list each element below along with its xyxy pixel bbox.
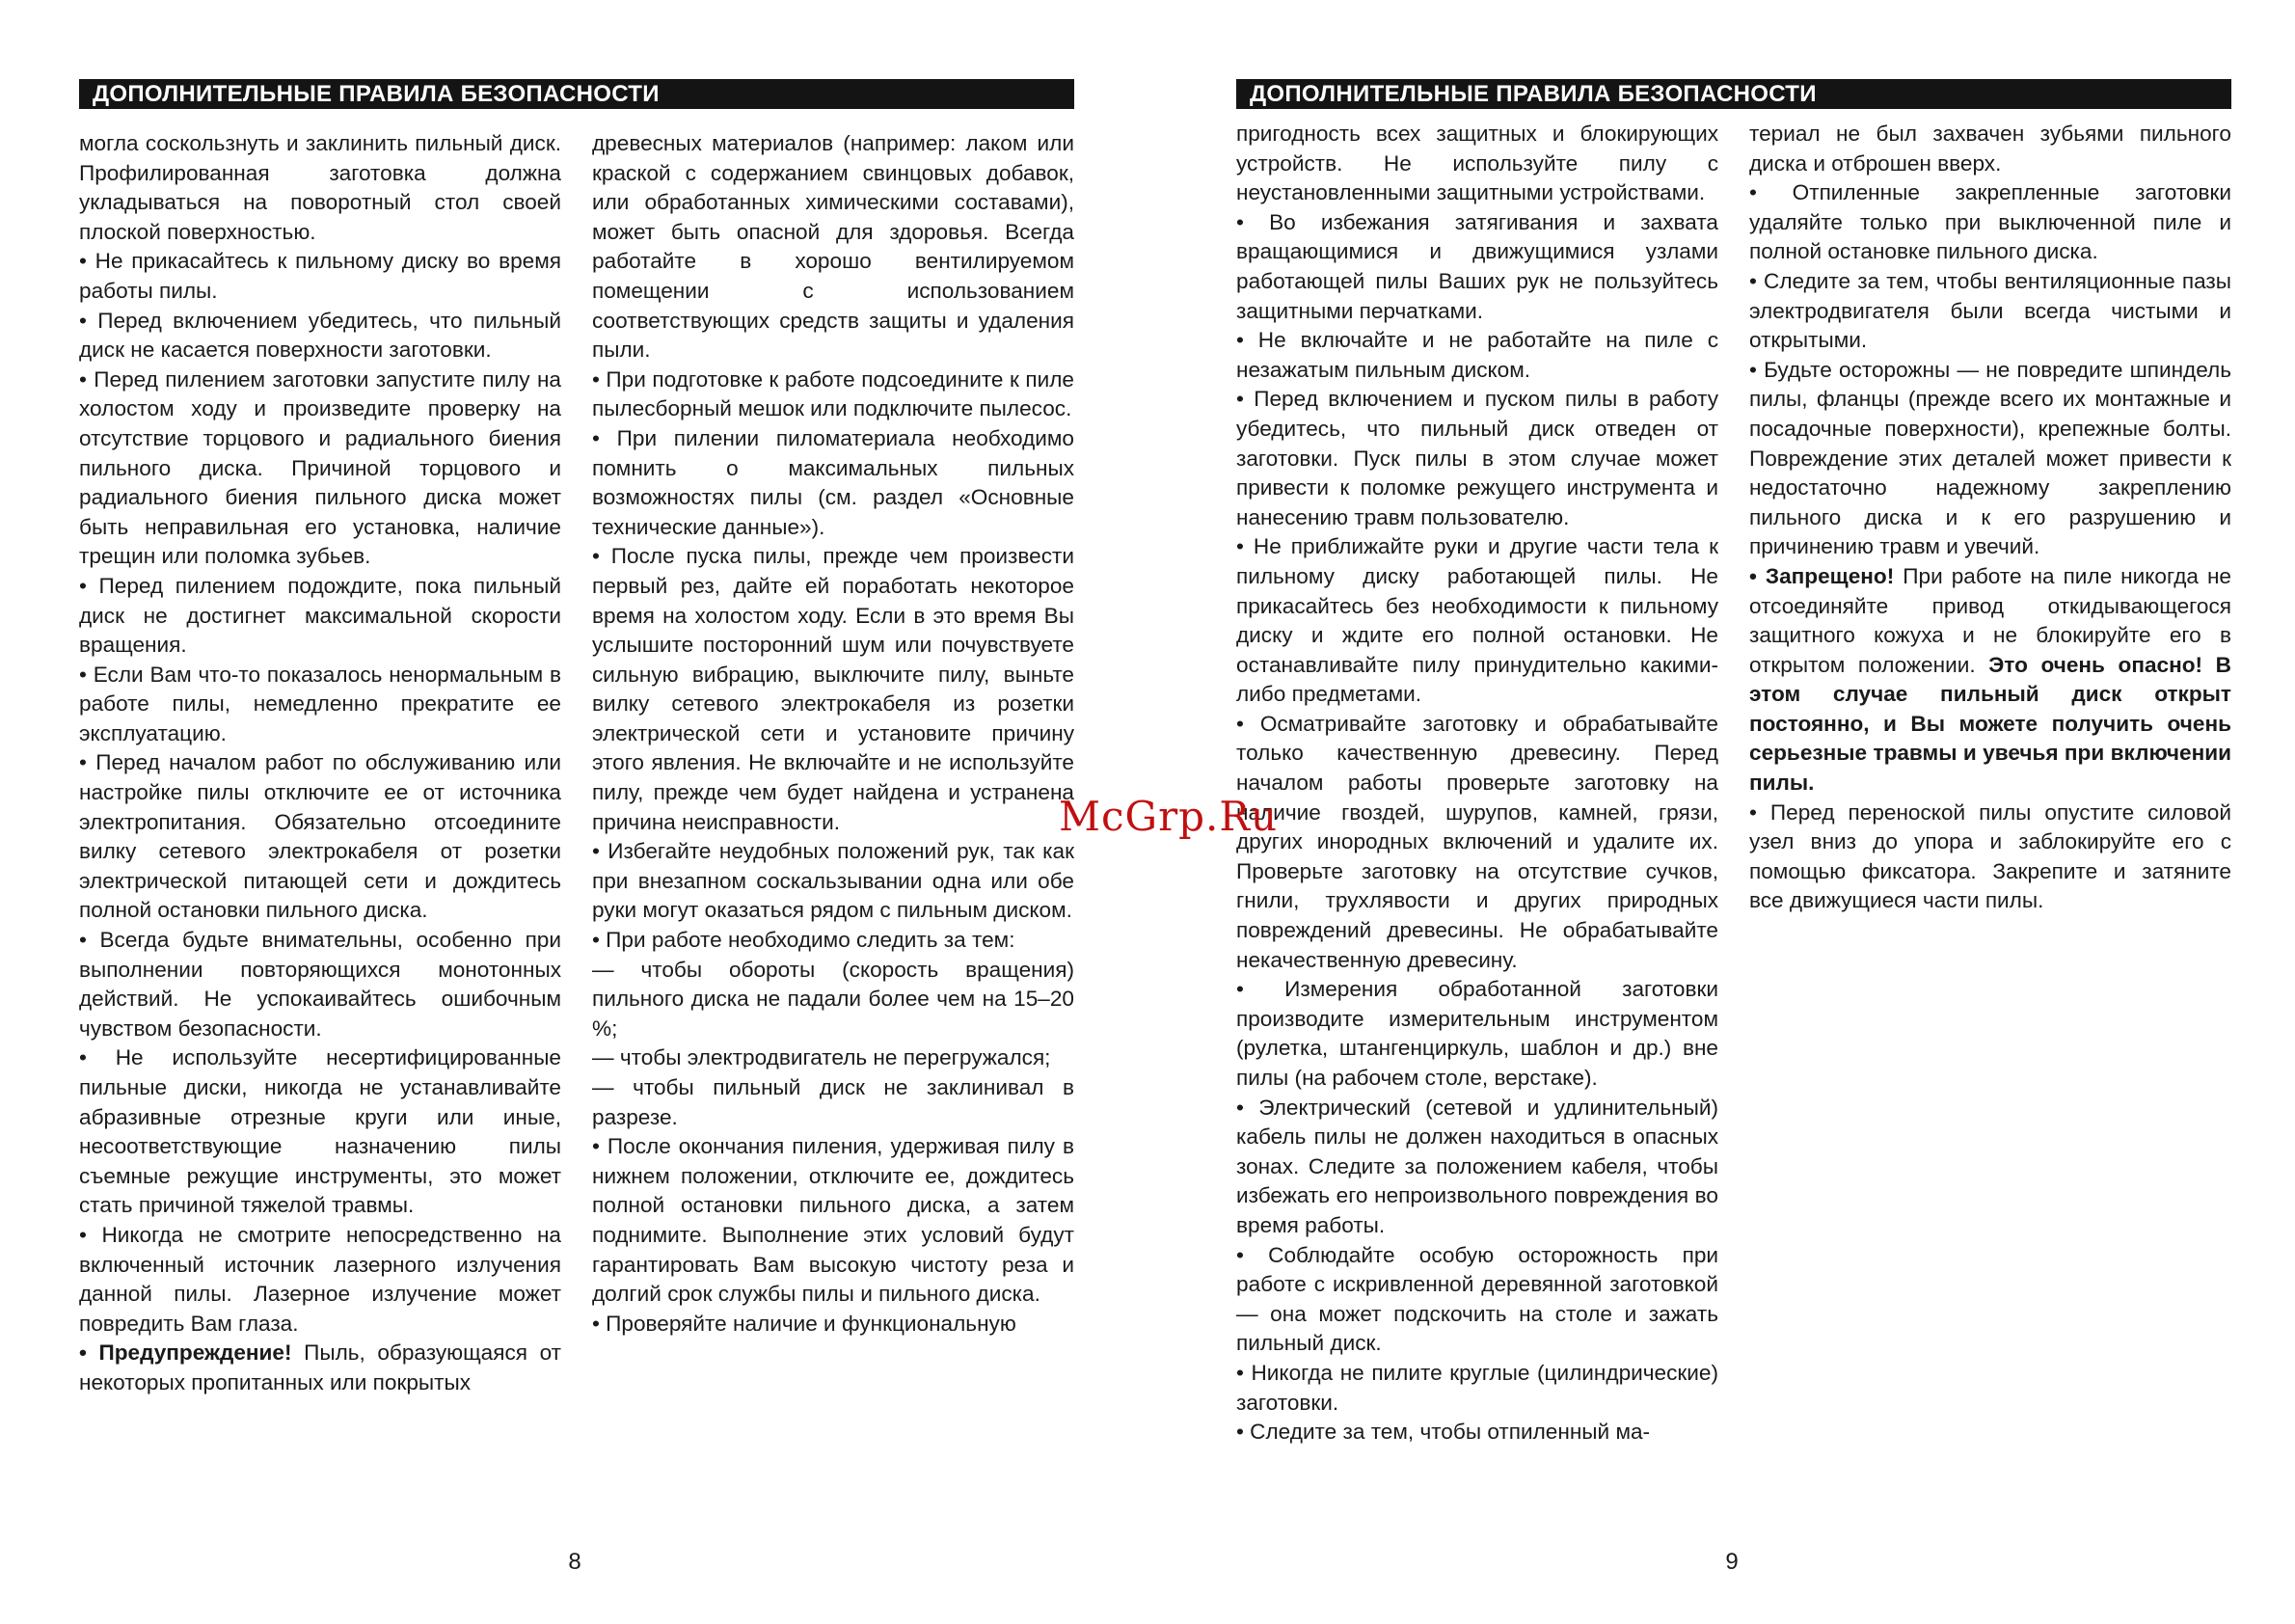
paragraph: • После окончания пиления, удерживая пилу в нижнем положении, отключите ее, дождитесь полной остановки пильного диска, а затем поднимите. Выполнение этих условий будут гарантировать Вам высокую чистоту реза и долгий срок службы пилы и пильного диска. <box>592 1134 1074 1307</box>
paragraph: могла соскользнуть и заклинить пильный диск. Профилированная заготовка должна укладываться на поворотный стол своей плоской поверхностью. <box>79 131 561 244</box>
paragraph: • Следите за тем, чтобы вентиляционные пазы электродвигателя были всегда чистыми и открытыми. <box>1749 268 2231 353</box>
paragraph: • Никогда не пилите круглые (цилиндрические) заготовки. <box>1236 1360 1718 1415</box>
paragraph: древесных материалов (например: лаком или краской с содержанием свинцовых добавок, или обработанных химическими составами), может быть опасной для здоровья. Всегда работайте в хорошо вентилируемом помещении с использованием соответствующих средств защиты и удаления пыли. <box>592 131 1074 363</box>
paragraph: • Отпиленные закрепленные заготовки удаляйте только при выключенной пиле и полной остановке пильного диска. <box>1749 180 2231 264</box>
paragraph: • Перед включением и пуском пилы в работу убедитесь, что пильный диск отведен от заготовки. Пуск пилы в этом случае может привести к поломке режущего инструмента и нанесению травм пользователю. <box>1236 387 1718 529</box>
paragraph: — чтобы пильный диск не заклинивал в разрезе. <box>592 1075 1074 1129</box>
paragraph: • При подготовке к работе подсоедините к пиле пылесборный мешок или подключите пылесос. <box>592 366 1074 421</box>
paragraph: • Не приближайте руки и другие части тела к пильному диску работающей пилы. Не прикасайтесь без необходимости к пильному диску и ждите его полной остановки. Не останавливайте пилу принудительно какими-либо предметами. <box>1236 534 1718 707</box>
warning-label: • Предупреждение! <box>79 1340 292 1366</box>
page-number: 9 <box>1725 1549 1739 1575</box>
warning-text: Пыль, образующаяся от некоторых пропитанных или покрытых <box>79 1340 561 1394</box>
paragraph: • Не прикасайтесь к пильному диску во время работы пилы. <box>79 249 561 303</box>
paragraph: • Не используйте несертифицированные пильные диски, никогда не устанавливайте абразивные отрезные круги или иные, несоответствующие назначению пилы съемные режущие инструменты, это может стать причиной тяжелой травмы. <box>79 1045 561 1218</box>
forbidden-text: При работе на пиле никогда не отсоединяйте привод откидывающегося защитного кожуха и не блокируйте его в открытом положении. <box>1749 563 2232 677</box>
paragraph: • После пуска пилы, прежде чем произвести первый рез, дайте ей поработать некоторое время на холостом ходу. Если в это время Вы услышите посторонний шум или почувствуете сильную вибрацию, выключите пилу, выньте вилку сетевого электрокабеля из розетки электрической сети и установите причину этого явления. Не включайте и не используйте пилу, прежде чем будет найдена и устранена причина неисправности. <box>592 544 1074 834</box>
right-column-2 <box>1749 120 2231 916</box>
paragraph: • Всегда будьте внимательны, особенно при выполнении повторяющихся монотонных действий. Не успокаивайтесь ошибочным чувством безопасности. <box>79 928 561 1041</box>
paragraph: — чтобы электродвигатель не перегружался; <box>592 1045 1051 1070</box>
forbidden-emphasis: Это очень опасно! В этом случае пильный диск открыт постоянно, и Вы можете получить очень серьезные травмы и увечья при включении пилы. <box>1749 652 2231 796</box>
paragraph: • При работе необходимо следить за тем: <box>592 928 1015 953</box>
paragraph: териал не был захвачен зубьями пильного диска и отброшен вверх. <box>1749 122 2231 176</box>
paragraph: • Перед переноской пилы опустите силовой узел вниз до упора и заблокируйте его с помощью фиксатора. Закрепите и затяните все движущиеся части пилы. <box>1749 799 2231 913</box>
paragraph: • Перед пилением заготовки запустите пилу на холостом ходу и произведите проверку на отсутствие торцового и радиального биения пильного диска. Причиной торцового и радиального биения пильного диска может быть неправильная его установка, наличие трещин или поломка зубьев. <box>79 366 561 569</box>
paragraph: • Измерения обработанной заготовки производите измерительным инструментом (рулетка, штангенциркуль, шаблон и др.) вне пилы (на рабочем столе, верстаке). <box>1236 977 1718 1090</box>
watermark: McGrp.Ru <box>1059 793 1279 840</box>
section-header: ДОПОЛНИТЕЛЬНЫЕ ПРАВИЛА БЕЗОПАСНОСТИ <box>79 79 1074 109</box>
forbidden-paragraph <box>1749 562 2231 798</box>
paragraph: • Следите за тем, чтобы отпиленный ма- <box>1236 1420 1651 1445</box>
paragraph: • Соблюдайте особую осторожность при работе с искривленной деревянной заготовкой — она может подскочить на столе и зажать пильный диск. <box>1236 1242 1718 1356</box>
paragraph: • Перед пилением подождите, пока пильный диск не достигнет максимальной скорости вращения. <box>79 573 561 658</box>
page-number: 8 <box>568 1549 581 1575</box>
paragraph: • Не включайте и не работайте на пиле с незажатым пильным диском. <box>1236 328 1718 382</box>
paragraph: • Во избежания затягивания и захвата вращающимися и движущимися узлами работающей пилы Ваших рук не пользуйтесь защитными перчатками. <box>1236 209 1718 323</box>
paragraph: • При пилении пиломатериала необходимо помнить о максимальных пильных возможностях пилы (см. раздел «Основные технические данные»). <box>592 425 1074 539</box>
left-column-1 <box>79 129 561 1398</box>
forbidden-label: • Запрещено! <box>1749 563 1895 588</box>
paragraph: • Будьте осторожны — не повредите шпиндель пилы, фланцы (прежде всего их монтажные и посадочные поверхности), крепежные болты. Повреждение этих деталей может привести к недостаточно надежному закреплению пильного диска и к его разрушению и причинению травм и увечий. <box>1749 357 2231 559</box>
paragraph: — чтобы обороты (скорость вращения) пильного диска не падали более чем на 15–20 %; <box>592 957 1074 1041</box>
section-header: ДОПОЛНИТЕЛЬНЫЕ ПРАВИЛА БЕЗОПАСНОСТИ <box>1236 79 2231 109</box>
paragraph: • Перед включением убедитесь, что пильный диск не касается поверхности заготовки. <box>79 308 561 363</box>
paragraph: • Электрический (сетевой и удлинительный) кабель пилы не должен находиться в опасных зонах. Следите за положением кабеля, чтобы избежать его непроизвольного повреждения во время работы. <box>1236 1095 1718 1237</box>
paragraph: • Если Вам что-то показалось ненормальным в работе пилы, немедленно прекратите ее эксплуатацию. <box>79 662 561 745</box>
paragraph: пригодность всех защитных и блокирующих устройств. Не используйте пилу с неустановленными защитными устройствами. <box>1236 122 1718 205</box>
right-page <box>1148 0 2295 1624</box>
paragraph: • Никогда не смотрите непосредственно на включенный источник лазерного излучения данной пилы. Лазерное излучение может повредить Вам глаза. <box>79 1222 561 1336</box>
left-column-2 <box>592 129 1074 1339</box>
paragraph: • Осматривайте заготовку и обрабатывайте только качественную древесину. Перед началом работы проверьте заготовку на наличие гвоздей, шурупов, камней, грязи, других инородных включений и удалите их. Проверьте заготовку на отсутствие сучков, гнили, трухлявости и других природных повреждений древесины. Не обрабатывайте некачественную древесину. <box>1236 711 1718 972</box>
paragraph: • Перед началом работ по обслуживанию или настройке пилы отключите ее от источника электропитания. Обязательно отсоедините вилку сетевого электрокабеля от розетки электрической питающей сети и дождитесь полной остановки пильного диска. <box>79 750 561 923</box>
right-column-1 <box>1236 120 1718 1448</box>
paragraph: • Избегайте неудобных положений рук, так как при внезапном соскальзывании одна или обе руки могут оказаться рядом с пильным диском. <box>592 839 1074 923</box>
paragraph: • Проверяйте наличие и функциональную <box>592 1311 1016 1336</box>
warning-paragraph <box>79 1339 561 1397</box>
